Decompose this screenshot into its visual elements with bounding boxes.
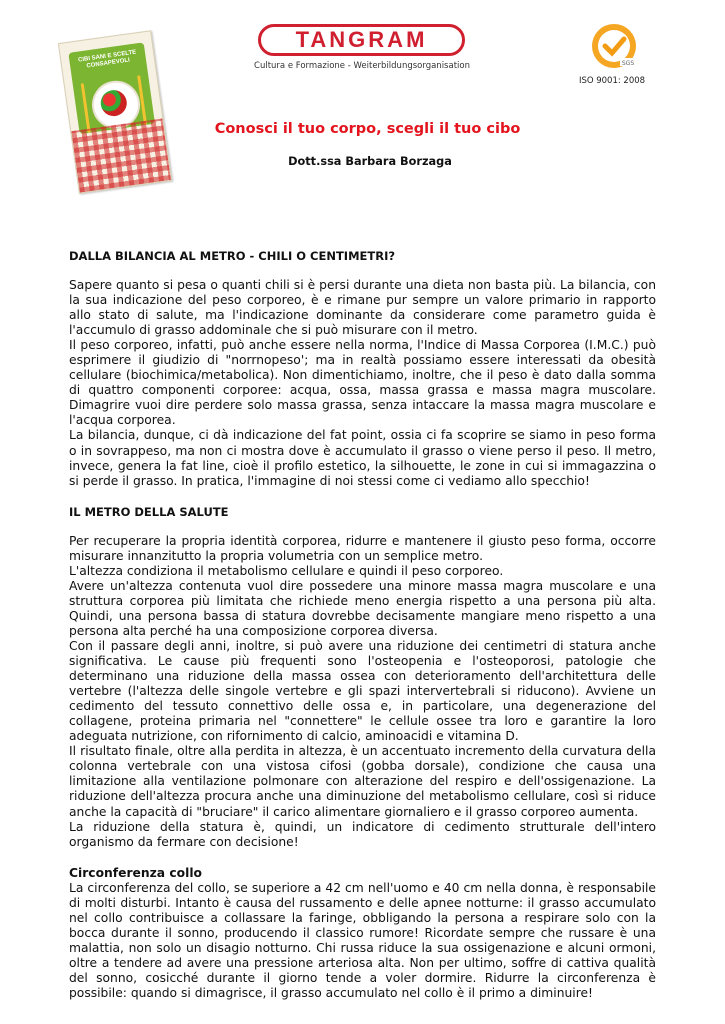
paragraph: L'altezza condiziona il metabolismo cellulare e quindi il peso corporeo. [69, 563, 504, 578]
paragraph: Il peso corporeo, infatti, può anche essere nella norma, l'Indice di Massa Corporea (I.M.C.) può esprimere il giudizio di "norrnopeso'; ma in realtà possiamo essere interessati da obesità cellulare (biochimica/metabolica). Non dimentichiamo, inoltre, che il peso è dato dalla somma di quattro componenti corporee: acqua, ossa, massa grassa e massa magra muscolare. Dimagrire vuoi dire perdere solo massa grassa, senza intaccare la massa magra muscolare e l'acqua corporea. [69, 338, 656, 428]
logo-subtitle: Cultura e Formazione - Weiterbildungsorganisation [254, 61, 470, 71]
paragraph: Il risultato finale, oltre alla perdita in altezza, è un accentuato incremento della curvatura della colonna vertebrale con una vistosa cifosi (gobba dorsale), condizione che causa una limitazione alla ventilazione polmonare con alterazione del respiro e dell'ossigenazione. La riduzione dell'altezza procura anche una diminuzione del metabolismo cellulare, così si riduce anche la capacità di "bruciare" il carico alimentare giornaliero e il grasso corporeo aumenta. [69, 744, 656, 819]
section-heading-bilancia: DALLA BILANCIA AL METRO - CHILI O CENTIMETRI? [69, 249, 396, 263]
document-author: Dott.ssa Barbara Borzaga [288, 155, 452, 168]
paragraph: La riduzione della statura è, quindi, un indicatore di cedimento strutturale dell'intero organismo da fermare con decisione! [69, 819, 656, 849]
checkered-tablecloth [71, 118, 171, 192]
document-title: Conosci il tuo corpo, scegli il tuo cibo [214, 121, 521, 137]
section-heading-collo: Circonferenza collo [69, 865, 202, 880]
paragraph: La bilancia, dunque, ci dà indicazione del fat point, ossia ci fa scoprire se siamo in peso forma o in sovrappeso, ma non ci mostra dove è accumulato il grasso o viene perso il peso. Il metro, invece, genera la fat line, cioè il profilo estetico, la silhouette, le zone in cui si immagazzina o si perde il grasso. In pratica, l'immagine di noi stessi come ci vediamo allo specchio! [69, 428, 656, 488]
iso-certification: ISO 9001: 2008 [578, 76, 646, 86]
svg-text:SGS: SGS [621, 60, 635, 67]
paragraph: Con il passare degli anni, inoltre, si può avere una riduzione dei centimetri di statura anche significativa. Le cause più frequenti sono l'osteopenia e l'osteoporosi, patologie che determinano una riduzione della massa ossea con deterioramento dell'architettura delle vertebre (l'altezza delle singole vertebre e gli spazi intervertebrali si riducono). Avviene un cedimento del tessuto connettivo delle ossa e, in particolare, una degenerazione del collagene, proteina primaria nel "connettere" le cellule ossee tra loro e garantire la loro adeguata nutrizione, con rifornimento di calcio, aminoacidi e vitamina D. [69, 638, 656, 744]
document-body [69, 249, 656, 1001]
paragraph: La circonferenza del collo, se superiore a 42 cm nell'uomo e 40 cm nella donna, è responsabile di molti disturbi. Intanto è causa del russamento e delle apnee notturne: il grasso accumulato nel collo contribuisce a collassare la faringe, obbligando la persona a respirare solo con la bocca durante il sonno, producendo il classico rumore! Ricordate sempre che russare è una malattia, non solo un disagio notturno. Chi russa riduce la sua ossigenazione e alcuni ormoni, oltre a tendere ad avere una pressione arteriosa alta. Non per ultimo, soffre di cattiva qualità del sonno, cosicché durante il giorno tende a voler dormire. Ridurre la circonferenza è possibile: quando si dimagrisce, il grasso accumulato nel collo è il primo a diminuire! [69, 880, 656, 1000]
paragraph: Avere un'altezza contenuta vuol dire possedere una minore massa magra muscolare e una struttura corporea più limitata che richiede meno energia rispetto a una persona più alta. Quindi, una persona bassa di statura dovrebbe decisamente mangiare meno rispetto a una persona alta perché ha una composizione corporea diversa. [69, 578, 656, 638]
logo-text: TANGRAM [295, 27, 428, 52]
section-heading-metro: IL METRO DELLA SALUTE [69, 504, 229, 519]
brochure-title: CIBI SANI E SCELTE CONSAPEVOLI [77, 49, 137, 70]
certification-seal-icon [590, 22, 638, 70]
brochure-image [58, 30, 172, 194]
paragraph: Per recuperare la propria identità corporea, ridurre e mantenere il giusto peso forma, occorre misurare innanzitutto la propria volumetria con un semplice metro. [69, 533, 656, 563]
tangram-logo [258, 24, 465, 56]
paragraph: Sapere quanto si pesa o quanti chili si è persi durante una dieta non basta più. La bilancia, con la sua indicazione del peso corporeo, è e rimane pur sempre un valore primario in rapporto allo stato di salute, ma l'indicazione dominante da considerare come parametro guida è l'accumulo di grasso addominale che si può misurare con il metro. [69, 278, 656, 338]
